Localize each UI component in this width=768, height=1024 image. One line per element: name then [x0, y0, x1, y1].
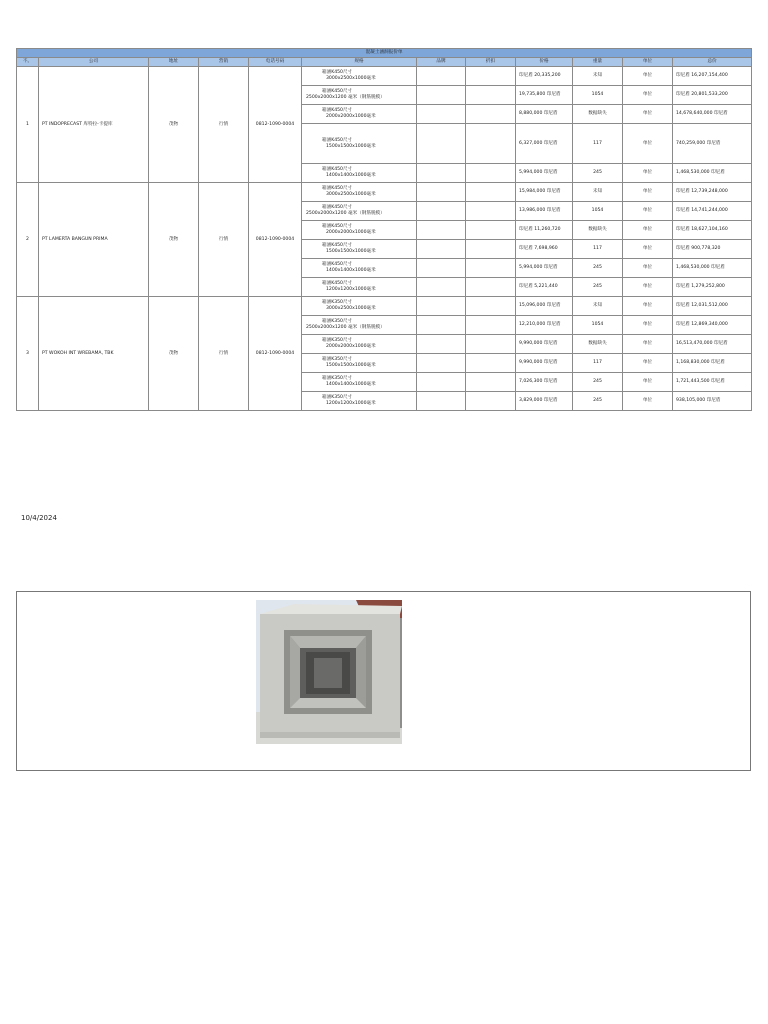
company-name: PT LAMERTA BANGUN PRIMA — [39, 183, 149, 297]
header-price: 价格 — [516, 58, 573, 67]
weight-cell: 1054 — [573, 86, 623, 105]
spec-cell — [302, 183, 417, 202]
spec-line-1: 箱涵K350尺寸 — [322, 338, 353, 343]
weight-cell: 1054 — [573, 316, 623, 335]
weight-cell: 数据缺失 — [573, 221, 623, 240]
header-marketing: 营销 — [199, 58, 249, 67]
total-cell: 印尼盾 14,741,244,000 — [673, 202, 752, 221]
discount-cell — [466, 297, 516, 316]
price-cell: 5,994,000 印尼盾 — [516, 259, 573, 278]
spec-line-1: 箱涵K350尺寸 — [322, 319, 353, 324]
unit-cell: 单位 — [623, 124, 673, 164]
discount-cell — [466, 392, 516, 411]
brand-cell — [417, 105, 466, 124]
spec-line-2: 1500x1500x1000毫米 — [326, 249, 376, 254]
brand-cell — [417, 124, 466, 164]
spec-cell — [302, 221, 417, 240]
weight-cell: 117 — [573, 354, 623, 373]
weight-cell: 未知 — [573, 297, 623, 316]
header-unit: 单位 — [623, 58, 673, 67]
brand-cell — [417, 67, 466, 86]
spec-line-2: 3000x2500x1000毫米 — [326, 306, 376, 311]
spec-cell — [302, 240, 417, 259]
print-date: 10/4/2024 — [21, 514, 57, 522]
total-cell: 1,468,530,000 印尼盾 — [673, 259, 752, 278]
row-number: 3 — [17, 297, 39, 411]
brand-cell — [417, 164, 466, 183]
spec-line-1: 箱涵K350尺寸 — [322, 376, 353, 381]
unit-cell: 单位 — [623, 316, 673, 335]
brand-cell — [417, 373, 466, 392]
total-cell: 16,513,470,000 印尼盾 — [673, 335, 752, 354]
unit-cell: 单位 — [623, 202, 673, 221]
price-cell: 7,026,300 印尼盾 — [516, 373, 573, 392]
discount-cell — [466, 183, 516, 202]
discount-cell — [466, 164, 516, 183]
marketing-cell: 行情 — [199, 297, 249, 411]
unit-cell: 单位 — [623, 105, 673, 124]
spec-cell — [302, 278, 417, 297]
company-address: 茂物 — [149, 67, 199, 183]
table-body — [17, 67, 752, 411]
total-cell: 印尼盾 12,739,248,000 — [673, 183, 752, 202]
brand-cell — [417, 335, 466, 354]
discount-cell — [466, 335, 516, 354]
price-cell: 印尼盾 7,698,960 — [516, 240, 573, 259]
spec-line-1: 箱涵K450尺寸 — [322, 70, 353, 75]
box-culvert-photo-graphic — [256, 600, 402, 744]
company-address: 茂物 — [149, 183, 199, 297]
spec-line-1: 箱涵K450尺寸 — [322, 262, 353, 267]
header-brand: 品牌 — [417, 58, 466, 67]
weight-cell: 数据缺失 — [573, 105, 623, 124]
price-cell: 12,210,000 印尼盾 — [516, 316, 573, 335]
total-cell: 印尼盾 12,031,512,000 — [673, 297, 752, 316]
spec-cell — [302, 202, 417, 221]
spec-line-2: 1500x1500x1000毫米 — [326, 143, 376, 149]
unit-cell: 单位 — [623, 354, 673, 373]
discount-cell — [466, 105, 516, 124]
unit-cell: 单位 — [623, 297, 673, 316]
price-cell: 9,990,000 印尼盾 — [516, 335, 573, 354]
spec-line-2: 1400x1400x1000毫米 — [326, 173, 376, 178]
table-title: 混凝土涵洞报价单 — [17, 49, 752, 58]
header-no: 不。 — [17, 58, 39, 67]
discount-cell — [466, 259, 516, 278]
brand-cell — [417, 297, 466, 316]
phone-number: 0812-1090-0004 — [249, 297, 302, 411]
price-cell: 15,096,000 印尼盾 — [516, 297, 573, 316]
phone-number: 0812-1090-0004 — [249, 183, 302, 297]
brand-cell — [417, 278, 466, 297]
price-cell: 15,984,000 印尼盾 — [516, 183, 573, 202]
price-cell: 印尼盾 5,221,440 — [516, 278, 573, 297]
brand-cell — [417, 86, 466, 105]
spec-line-2: 1500x1500x1000毫米 — [326, 363, 376, 368]
spec-line-2: 2000x2000x1000毫米 — [326, 230, 376, 235]
discount-cell — [466, 202, 516, 221]
header-discount: 折扣 — [466, 58, 516, 67]
spec-line-2: 2000x2000x1000毫米 — [326, 114, 376, 119]
spec-line-2: 1200x1200x1000毫米 — [326, 287, 376, 292]
header-total: 总价 — [673, 58, 752, 67]
spec-line-1: 箱涵K350尺寸 — [322, 357, 353, 362]
spec-line-2: 2500x2000x1200 毫米（钢筋脱模） — [306, 95, 385, 100]
spec-cell — [302, 259, 417, 278]
unit-cell: 单位 — [623, 221, 673, 240]
spec-cell — [302, 105, 417, 124]
phone-number: 0812-1090-0004 — [249, 67, 302, 183]
unit-cell: 单位 — [623, 392, 673, 411]
unit-cell: 单位 — [623, 240, 673, 259]
spec-line-1: 箱涵K450尺寸 — [322, 281, 353, 286]
brand-cell — [417, 354, 466, 373]
total-cell: 印尼盾 18,627,104,160 — [673, 221, 752, 240]
box-culvert-photo — [256, 600, 402, 744]
spec-line-2: 2500x2000x1200 毫米（钢筋脱模） — [306, 325, 385, 330]
discount-cell — [466, 86, 516, 105]
brand-cell — [417, 183, 466, 202]
weight-cell: 245 — [573, 164, 623, 183]
marketing-cell: 行情 — [199, 183, 249, 297]
table-row — [17, 297, 752, 316]
unit-cell: 单位 — [623, 373, 673, 392]
brand-cell — [417, 392, 466, 411]
spec-line-2: 1400x1400x1000毫米 — [326, 268, 376, 273]
spec-line-1: 箱涵K450尺寸 — [322, 108, 353, 113]
spec-line-1: 箱涵K350尺寸 — [322, 395, 353, 400]
price-cell: 5,994,000 印尼盾 — [516, 164, 573, 183]
spec-cell — [302, 67, 417, 86]
total-cell: 印尼盾 16,207,154,400 — [673, 67, 752, 86]
total-cell: 1,168,830,000 印尼盾 — [673, 354, 752, 373]
brand-cell — [417, 316, 466, 335]
header-company: 公司 — [39, 58, 149, 67]
total-cell: 14,678,640,000 印尼盾 — [673, 105, 752, 124]
spec-cell — [302, 354, 417, 373]
company-name: PT INDOPRECAST 库特拉-卡提库 — [39, 67, 149, 183]
price-cell: 13,986,000 印尼盾 — [516, 202, 573, 221]
spec-line-2: 2000x2000x1000毫米 — [326, 344, 376, 349]
row-number: 1 — [17, 67, 39, 183]
spec-line-1: 箱涵K350尺寸 — [322, 300, 353, 305]
weight-cell: 245 — [573, 373, 623, 392]
spec-cell — [302, 86, 417, 105]
total-cell: 印尼盾 1,279,252,800 — [673, 278, 752, 297]
discount-cell — [466, 67, 516, 86]
unit-cell: 单位 — [623, 86, 673, 105]
spec-line-1: 箱涵K450尺寸 — [322, 186, 353, 191]
total-cell: 印尼盾 12,869,340,000 — [673, 316, 752, 335]
discount-cell — [466, 354, 516, 373]
price-cell: 3,829,000 印尼盾 — [516, 392, 573, 411]
brand-cell — [417, 221, 466, 240]
weight-cell: 数据缺失 — [573, 335, 623, 354]
spec-cell — [302, 373, 417, 392]
discount-cell — [466, 221, 516, 240]
total-cell: 938,105,000 印尼盾 — [673, 392, 752, 411]
quotation-table — [16, 48, 752, 411]
company-address: 茂物 — [149, 297, 199, 411]
price-cell: 19,735,800 印尼盾 — [516, 86, 573, 105]
weight-cell: 117 — [573, 124, 623, 164]
brand-cell — [417, 202, 466, 221]
row-number: 2 — [17, 183, 39, 297]
spec-line-1: 箱涵K450尺寸 — [322, 137, 353, 143]
weight-cell: 未知 — [573, 183, 623, 202]
company-name: PT WOKOH INT WREBAMA, TBK — [39, 297, 149, 411]
weight-cell: 245 — [573, 259, 623, 278]
price-cell: 印尼盾 20,335,200 — [516, 67, 573, 86]
weight-cell: 245 — [573, 392, 623, 411]
spec-line-1: 箱涵K450尺寸 — [322, 205, 353, 210]
header-weight: 重量 — [573, 58, 623, 67]
spec-line-2: 2500x2000x1200 毫米（钢筋脱模） — [306, 211, 385, 216]
total-cell: 印尼盾 900,778,320 — [673, 240, 752, 259]
discount-cell — [466, 316, 516, 335]
spec-line-2: 3000x2500x1000毫米 — [326, 76, 376, 81]
unit-cell: 单位 — [623, 259, 673, 278]
discount-cell — [466, 278, 516, 297]
header-phone: 电话号码 — [249, 58, 302, 67]
marketing-cell: 行情 — [199, 67, 249, 183]
header-address: 地址 — [149, 58, 199, 67]
unit-cell: 单位 — [623, 183, 673, 202]
spec-line-1: 箱涵K450尺寸 — [322, 167, 353, 172]
spec-line-1: 箱涵K450尺寸 — [322, 243, 353, 248]
price-cell: 6,327,000 印尼盾 — [516, 124, 573, 164]
total-cell: 740,259,000 印尼盾 — [673, 124, 752, 164]
table-row — [17, 67, 752, 86]
discount-cell — [466, 124, 516, 164]
brand-cell — [417, 259, 466, 278]
weight-cell: 245 — [573, 278, 623, 297]
price-cell: 9,990,000 印尼盾 — [516, 354, 573, 373]
total-cell: 1,468,530,000 印尼盾 — [673, 164, 752, 183]
weight-cell: 1054 — [573, 202, 623, 221]
price-cell: 印尼盾 11,260,720 — [516, 221, 573, 240]
discount-cell — [466, 373, 516, 392]
spec-line-2: 3000x2500x1000毫米 — [326, 192, 376, 197]
total-cell: 印尼盾 20,801,533,200 — [673, 86, 752, 105]
spec-cell — [302, 392, 417, 411]
table-row — [17, 183, 752, 202]
weight-cell: 未知 — [573, 67, 623, 86]
spec-cell — [302, 297, 417, 316]
unit-cell: 单位 — [623, 67, 673, 86]
spec-cell — [302, 335, 417, 354]
spec-line-1: 箱涵K450尺寸 — [322, 224, 353, 229]
spec-line-2: 1200x1200x1000毫米 — [326, 401, 376, 406]
total-cell: 1,721,443,500 印尼盾 — [673, 373, 752, 392]
spec-line-1: 箱涵K450尺寸 — [322, 89, 353, 94]
spec-cell — [302, 124, 417, 164]
unit-cell: 单位 — [623, 335, 673, 354]
unit-cell: 单位 — [623, 278, 673, 297]
spec-cell — [302, 316, 417, 335]
header-spec: 规格 — [302, 58, 417, 67]
photo-panel — [16, 591, 751, 771]
brand-cell — [417, 240, 466, 259]
unit-cell: 单位 — [623, 164, 673, 183]
weight-cell: 117 — [573, 240, 623, 259]
spec-line-2: 1400x1400x1000毫米 — [326, 382, 376, 387]
discount-cell — [466, 240, 516, 259]
spec-cell — [302, 164, 417, 183]
price-cell: 8,880,000 印尼盾 — [516, 105, 573, 124]
